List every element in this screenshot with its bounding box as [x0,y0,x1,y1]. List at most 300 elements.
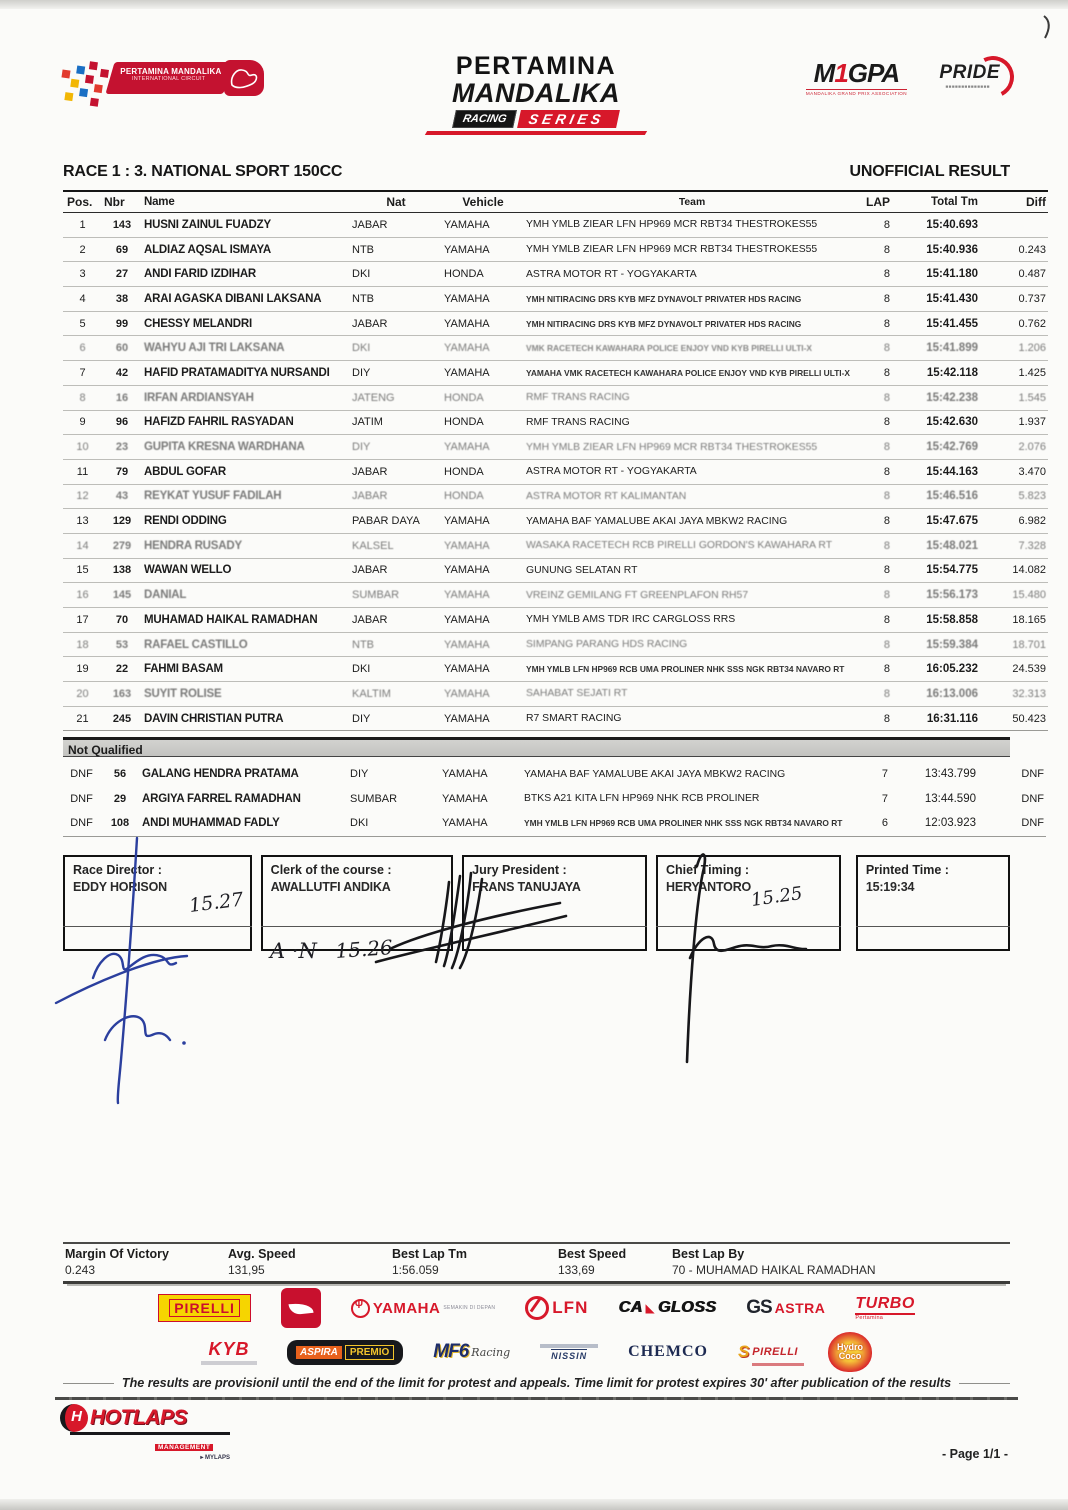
cell-lap: 8 [883,515,890,528]
cell-nat: DKI [352,268,371,281]
cell-diff: 1.425 [1018,366,1046,379]
cell-pos: 3 [79,268,86,281]
cell-diff: 3.470 [1018,465,1046,478]
cell-nat: JABAR [352,564,388,577]
stat-4 [556,1247,670,1277]
mf6-logo-text: MF6 [433,1341,469,1362]
stat-value: 1:56.059 [392,1263,439,1277]
stat-value: 133,69 [558,1263,595,1277]
cell-team: VREINZ GEMILANG FT GREENPLAFON RH57 [526,589,749,601]
cell-diff: 0.243 [1018,243,1046,256]
cell-diff: 6.982 [1018,515,1046,528]
cell-team: YMH YMLB AMS TDR IRC CARGLOSS RRS [526,614,736,626]
pride-subtitle: ■■■■■■■■■■■■■■ [945,84,990,89]
cell-total: 15:40.936 [926,243,978,256]
table-row [63,558,1048,583]
cell-lap: 8 [883,391,890,404]
cell-name: ABDUL GOFAR [144,465,226,478]
cell-diff: 32.313 [1012,687,1046,700]
cell-team: WASAKA RACETECH RCB PIRELLI GORDON'S KAWAHARA RT [526,540,833,552]
cell-total: 13:44.590 [924,792,976,805]
cell-nbr: 43 [115,490,129,503]
cell-nat: SUMBAR [352,589,400,602]
results-header-row [63,191,1048,213]
cell-nat: NTB [352,638,374,651]
cell-nat: KALTIM [352,687,391,700]
cell-total: 13:43.799 [924,768,976,781]
turbo-logo-subtext: Pertamina [855,1315,884,1321]
cell-diff: DNF [1021,768,1044,781]
results-table [63,190,1048,731]
cell-nbr: 245 [112,712,132,725]
cell-nbr: 108 [110,817,130,830]
cell-total: 16:13.006 [926,687,978,700]
cell-total: 15:46.516 [926,490,978,503]
cell-team: R7 SMART RACING [526,713,622,725]
cell-nbr: 42 [115,366,129,379]
table-row [63,811,1046,836]
cell-lap: 8 [883,292,890,305]
cell-name: ANDI MUHAMMAD FADLY [142,817,280,830]
spirelli-logo-text: PIRELLI [752,1346,798,1358]
cell-nat: JABAR [352,465,388,478]
cell-lap: 8 [883,564,890,577]
cell-team: YMH YMLB ZIEAR LFN HP969 MCR RBT34 THESTROKES55 [526,244,818,256]
cell-nat: SUMBAR [350,792,398,805]
table-row [63,583,1048,608]
cell-vehicle: YAMAHA [442,817,488,830]
column-header-nat: Nat [386,195,406,209]
aspira-logo-text: ASPIRA [296,1346,342,1359]
cell-nat: JATENG [352,391,395,404]
cell-lap: 8 [883,317,890,330]
lfn-logo [525,1296,588,1320]
cell-pos: 8 [79,391,86,404]
cell-pos: 5 [79,317,86,330]
cell-diff: 0.762 [1018,317,1046,330]
cell-nbr: 70 [115,613,129,626]
cell-team: GUNUNG SELATAN RT [526,564,638,576]
cell-nbr: 38 [115,292,129,305]
mf6-logo [433,1341,510,1363]
cell-diff: 0.737 [1018,292,1046,305]
right-logos [780,58,1010,96]
spirelli-logo-text: S [737,1342,750,1361]
cell-diff: 1.545 [1018,391,1046,404]
cell-total: 15:41.455 [926,317,978,330]
column-header-name: Name [144,196,175,208]
official-box-4 [656,855,841,951]
cell-team: YMH YMLB ZIEAR LFN HP969 MCR RBT34 THESTROKES55 [526,219,818,231]
cell-name: HAFID PRATAMADITYA NURSANDI [144,366,330,379]
column-header-diff: Diff [1026,195,1046,209]
page-header [62,52,1010,162]
cell-total: 15:40.693 [926,218,978,231]
cell-name: CHESSY MELANDRI [144,317,252,330]
cell-nat: DIY [352,366,371,379]
not-qualified-table [63,762,1046,837]
cell-nbr: 138 [112,564,132,577]
cell-total: 15:42.238 [926,391,978,404]
chemco-logo [628,1343,708,1361]
cell-name: ANDI FARID IZDIHAR [144,268,257,281]
table-row [63,361,1048,386]
cell-nbr: 79 [115,465,129,478]
column-header-nbr: Nbr [104,195,125,209]
cell-pos: 10 [76,441,89,454]
cell-team: VMK RACETECH KAWAHARA POLICE ENJOY VND KYB PIRELLI ULTI-X [526,343,813,354]
stat-value: 70 - MUHAMAD HAIKAL RAMADHAN [672,1263,876,1277]
racing-badge: RACING [452,110,517,128]
cell-nat: KALSEL [352,539,394,552]
table-row [63,213,1048,238]
cell-vehicle: YAMAHA [444,589,490,602]
cell-diff: 18.165 [1012,613,1046,626]
column-header-lap: LAP [866,195,890,209]
series-badge: SERIES [517,110,620,128]
cell-team: BTKS A21 KITA LFN HP969 NHK RCB PROLINER [524,793,760,805]
cell-team: YAMAHA BAF YAMALUBE AKAI JAYA MBKW2 RACING [524,768,786,780]
race-director-handwritten-time: 15.27 [187,888,245,917]
cell-nbr: 96 [115,416,129,429]
sponsor-row-2 [63,1330,1010,1374]
hydro-logo-text: Coco [838,1351,862,1361]
cell-team: YAMAHA BAF YAMALUBE AKAI JAYA MBKW2 RACING [526,515,788,527]
kyb-logo-text: KYB [208,1339,250,1359]
cell-pos: 17 [76,613,89,626]
cell-vehicle: YAMAHA [444,712,490,725]
cell-name: RENDI ODDING [144,515,227,528]
cell-lap: 8 [883,218,890,231]
cell-vehicle: YAMAHA [444,243,490,256]
cell-lap: 8 [883,342,890,355]
cell-pos: 15 [76,564,89,577]
cell-pos: DNF [70,768,93,781]
stat-label: Best Lap Tm [392,1247,468,1261]
cell-total: 15:47.675 [926,515,978,528]
cell-nat: NTB [352,243,374,256]
cell-name: GUPITA KRESNA WARDHANA [144,441,305,454]
cell-total: 15:41.430 [926,292,978,305]
cell-nbr: 99 [115,317,129,330]
cell-nat: PABAR DAYA [352,515,420,528]
cell-nbr: 56 [113,768,127,781]
cell-lap: 6 [881,817,888,830]
table-row [63,657,1048,682]
page-number: - Page 1/1 - [942,1447,1008,1461]
cell-nat: DKI [352,342,371,355]
result-status-label: UNOFFICIAL RESULT [849,163,1010,180]
officials-signature-row [63,855,1010,951]
stat-label: Best Speed [558,1247,627,1261]
sponsor-logos [63,1286,1010,1374]
stat-1 [63,1247,226,1277]
table-row [63,787,1046,812]
cell-pos: 12 [76,490,89,503]
cell-name: GALANG HENDRA PRATAMA [142,768,299,781]
cell-name: DANIAL [144,589,187,602]
series-logo-line1: PERTAMINA [455,52,617,80]
table-row [63,533,1048,558]
cell-pos: DNF [70,817,93,830]
cell-vehicle: HONDA [444,490,484,503]
cell-pos: 9 [79,416,86,429]
cargloss-logo [618,1299,716,1317]
hydro-logo-text: Hydro [836,1342,863,1352]
cargloss-logo-text: ◣ [645,1301,655,1315]
yamaha-logo-subtext: SEMAKIN DI DEPAN [443,1305,496,1311]
cell-diff: DNF [1021,817,1044,830]
official-name: AWALLUTFI ANDIKA [270,880,391,894]
official-name: EDDY HORISON [73,880,167,894]
spirelli-logo [738,1342,798,1362]
chemco-logo-text: CHEMCO [628,1343,708,1360]
cell-lap: 8 [883,613,890,626]
cell-diff: 7.328 [1018,539,1046,552]
table-row [63,410,1048,435]
cell-vehicle: YAMAHA [444,687,490,700]
stat-2 [226,1247,390,1277]
table-row [63,287,1048,312]
cell-name: SUYIT ROLISE [144,687,222,700]
table-row [63,706,1048,731]
gsastra-logo-text: ASTRA [774,1300,826,1316]
hotlaps-underline [70,1432,230,1435]
cell-name: MUHAMAD HAIKAL RAMADHAN [144,613,318,626]
sponsor-row-1 [63,1286,1010,1330]
cargloss-logo-text: CA [618,1299,643,1316]
cell-total: 15:42.769 [926,441,978,454]
cell-lap: 8 [883,416,890,429]
cell-name: ALDIAZ AQSAL ISMAYA [144,243,271,256]
cell-vehicle: YAMAHA [444,366,490,379]
cell-vehicle: YAMAHA [442,792,488,805]
yamaha-tuning-fork-icon [351,1299,370,1318]
cell-pos: 18 [76,638,89,651]
cell-name: HUSNI ZAINUL FUADZY [144,218,271,231]
cell-vehicle: YAMAHA [444,638,490,651]
stat-value: 0.243 [65,1263,96,1277]
cell-pos: 7 [79,366,86,379]
cell-vehicle: HONDA [444,416,484,429]
mgpa-subtitle: MANDALIKA GRAND PRIX ASSOCIATION [805,91,907,96]
column-header-vehicle: Vehicle [462,195,504,209]
official-role: Chief Timing : [666,863,750,877]
cell-pos: 4 [79,292,86,305]
cell-pos: 20 [76,687,89,700]
race-stats-row [63,1242,1010,1284]
cell-lap: 8 [883,465,890,478]
cell-pos: 16 [76,589,89,602]
cell-diff [980,213,1048,238]
cell-lap: 8 [883,268,890,281]
cell-pos: 11 [76,465,89,478]
cell-total: 16:05.232 [926,663,978,676]
table-row [63,336,1048,361]
cell-nbr: 16 [115,391,129,404]
cell-total: 15:48.021 [926,539,978,552]
cell-team: ASTRA MOTOR RT KALIMANTAN [526,490,687,502]
cell-name: HENDRA RUSADY [144,539,242,552]
column-header-team: Team [678,196,706,208]
official-box-2 [261,855,454,951]
not-qualified-bar: Not Qualified [63,737,1010,757]
table-row [63,509,1048,534]
stat-5 [670,1247,1006,1277]
honda-wing-icon [288,1301,313,1314]
turbo-logo-text: TURBO [855,1295,914,1315]
cell-nat: JABAR [352,613,388,626]
cell-pos: 1 [79,218,86,231]
cell-lap: 7 [881,768,888,781]
yamaha-logo [351,1299,495,1318]
cell-name: REYKAT YUSUF FADILAH [144,490,282,503]
mf6-logo-text: Racing [471,1345,511,1359]
cell-total: 15:41.180 [926,268,978,281]
cell-diff: 1.937 [1018,416,1046,429]
cell-nat: JABAR [352,218,388,231]
circuit-logo-line2: INTERNATIONAL CIRCUIT [131,76,206,82]
cell-lap: 8 [883,366,890,379]
table-row [63,608,1048,633]
cell-vehicle: HONDA [444,465,484,478]
cell-pos: 2 [79,243,86,256]
pirelli-logo [158,1294,251,1322]
cell-total: 12:03.923 [924,817,976,830]
cell-name: FAHMI BASAM [144,663,223,676]
pen-mark-top-right [1044,16,1049,38]
cell-total: 15:41.899 [926,342,978,355]
yamaha-logo-text: YAMAHA [372,1299,441,1317]
cell-name: WAHYU AJI TRI LAKSANA [144,342,285,355]
cell-name: HAFIZD FAHRIL RASYADAN [144,416,294,429]
official-name: 15:19:34 [865,880,915,894]
nissin-logo [540,1344,598,1361]
cell-nbr: 69 [115,243,129,256]
circuit-logo-ribbon [105,62,232,94]
cell-vehicle: YAMAHA [444,292,490,305]
cell-diff: 24.539 [1012,663,1046,676]
cell-vehicle: YAMAHA [444,613,490,626]
cell-lap: 8 [883,712,890,725]
cell-lap: 8 [883,589,890,602]
cell-nbr: 23 [115,441,129,454]
cell-lap: 8 [883,638,890,651]
cell-vehicle: YAMAHA [442,768,488,781]
cell-team: YAMAHA VMK RACETECH KAWAHARA POLICE ENJOY VND KYB PIRELLI ULTI-X [526,367,851,378]
cell-team: YMH NITIRACING DRS KYB MFZ DYNAVOLT PRIVATER HDS RACING [526,293,802,304]
cell-name: ARAI AGASKA DIBANI LAKSANA [144,292,322,305]
cell-vehicle: YAMAHA [444,564,490,577]
turbo-logo [855,1295,914,1321]
pirelli-logo-text: PIRELLI [169,1299,240,1317]
cell-team: YMH YMLB LFN HP969 RCB UMA PROLINER NHK SSS NGK RBT34 NAVARO RT [526,664,845,675]
cell-diff: 0.487 [1018,268,1046,281]
cell-lap: 8 [883,441,890,454]
cell-team: YMH NITIRACING DRS KYB MFZ DYNAVOLT PRIVATER HDS RACING [526,318,802,329]
official-role: Race Director : [73,863,162,877]
table-row [63,262,1048,287]
cell-total: 15:44.163 [926,465,978,478]
cargloss-logo-text: GLOSS [657,1299,717,1316]
cell-diff: 18.701 [1012,638,1046,651]
series-logo-stripe [425,131,647,135]
cell-nbr: 53 [115,638,129,651]
cell-team: YMH YMLB LFN HP969 RCB UMA PROLINER NHK SSS NGK RBT34 NAVARO RT [524,818,843,829]
official-role: Clerk of the course : [270,863,392,877]
cell-pos: 19 [76,663,89,676]
cell-name: RAFAEL CASTILLO [144,638,248,651]
pride-logo: PRIDE ■■■■■■■■■■■■■■ [925,58,1010,89]
cell-total: 15:42.630 [926,416,978,429]
cell-team: RMF TRANS RACING [526,416,630,428]
cell-total: 16:31.116 [926,712,978,725]
column-header-pos: Pos. [67,195,93,209]
cell-team: ASTRA MOTOR RT - YOGYAKARTA [526,268,697,280]
cell-nat: DIY [352,441,371,454]
cell-nat: NTB [352,292,374,305]
cell-nat: JABAR [352,490,388,503]
cell-vehicle: YAMAHA [444,515,490,528]
official-role: Printed Time : [865,863,949,877]
stat-value: 131,95 [228,1263,265,1277]
cell-name: DAVIN CHRISTIAN PUTRA [144,712,284,725]
cell-nat: DKI [350,817,369,830]
official-box-5 [856,855,1010,951]
stat-3 [390,1247,556,1277]
cell-nbr: 60 [115,342,129,355]
cell-pos: 21 [76,712,89,725]
cell-diff: 2.076 [1018,441,1046,454]
cell-total: 15:59.384 [926,638,978,651]
clerk-handwritten-time: 15.26 [334,935,394,963]
lfn-logo-text: LFN [552,1298,589,1317]
cell-nbr: 145 [112,589,132,602]
nissin-logo-text: NISSIN [551,1350,588,1361]
cell-vehicle: YAMAHA [444,342,490,355]
hotlaps-logo: H HOTLAPS MANAGEMENT ▸ MYLAPS [60,1404,230,1461]
aspira-logo [287,1340,403,1365]
cell-vehicle: YAMAHA [444,218,490,231]
cell-team: SAHABAT SEJATI RT [526,688,628,700]
mandalika-circuit-logo [62,60,272,120]
series-logo-line2: MANDALIKA [452,78,620,108]
table-row [63,385,1048,410]
kyb-logo [201,1339,257,1365]
cell-nat: DIY [352,712,371,725]
official-box-1 [63,855,252,951]
cell-vehicle: HONDA [444,391,484,404]
column-header-total: Total Tm [930,196,978,208]
cell-vehicle: YAMAHA [444,663,490,676]
cell-nat: JATIM [352,416,383,429]
footer-divider [55,1397,1018,1400]
cell-vehicle: YAMAHA [444,317,490,330]
cell-nbr: 163 [112,687,132,700]
cell-name: WAWAN WELLO [144,564,232,577]
cell-pos: DNF [70,792,93,805]
gsastra-logo-text: GS [746,1297,772,1318]
cell-nbr: 279 [112,539,132,552]
table-row [63,682,1048,707]
cell-team: ASTRA MOTOR RT - YOGYAKARTA [526,466,697,478]
cell-vehicle: HONDA [444,268,484,281]
table-row [63,311,1048,336]
cell-nat: DKI [352,663,371,676]
chief-timing-handwritten-time: 15.25 [749,882,804,911]
honda-logo [281,1288,321,1328]
lfn-circle-icon [525,1296,549,1320]
